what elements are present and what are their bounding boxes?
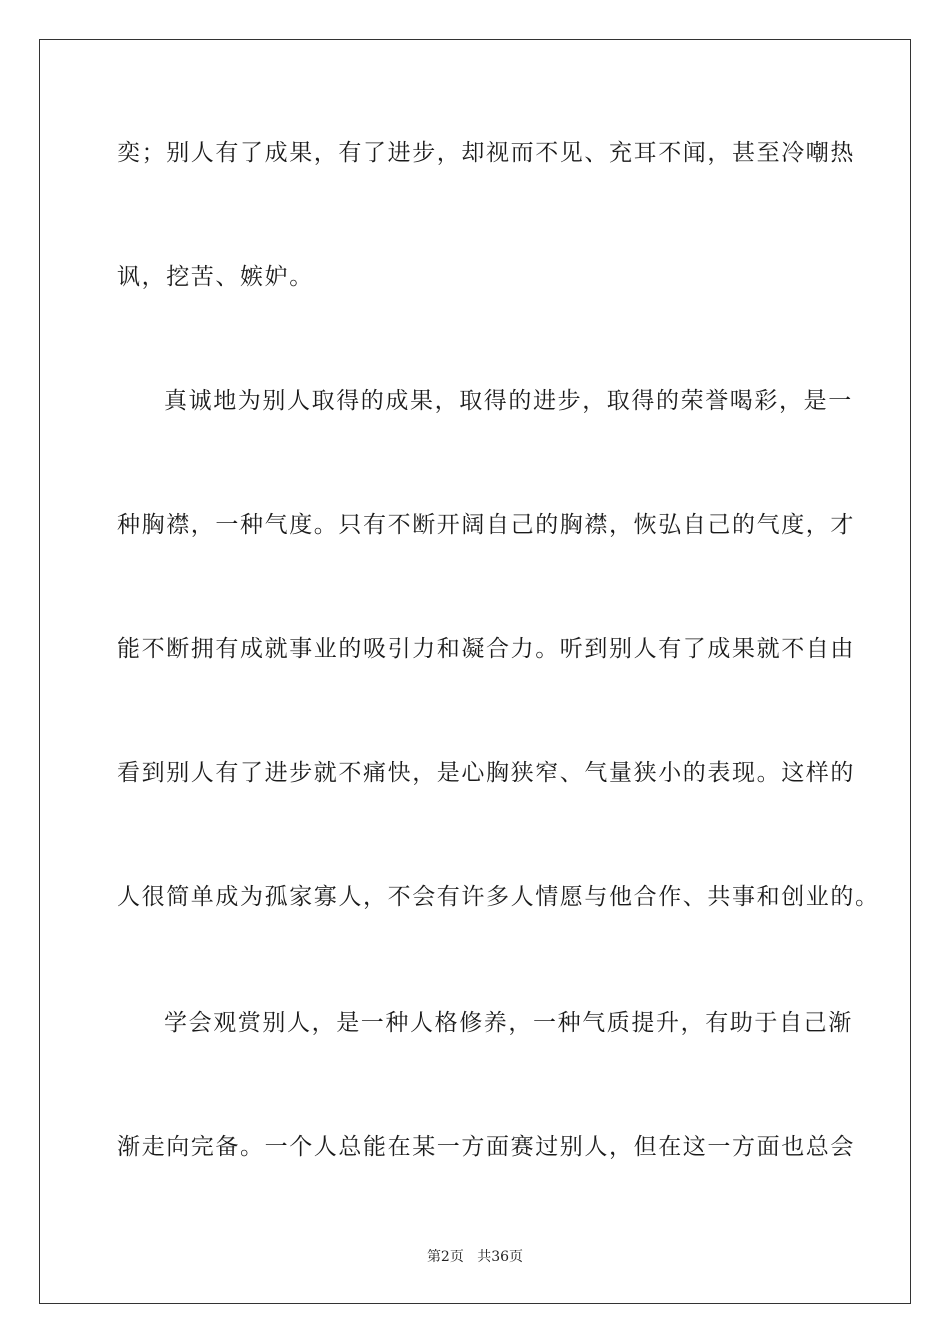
page-border (39, 39, 911, 1304)
paragraph-line-5: 能不断拥有成就事业的吸引力和凝合力。听到别人有了成果就不自由 (117, 636, 855, 662)
paragraph-line-9: 渐走向完备。一个人总能在某一方面赛过别人，但在这一方面也总会 (117, 1134, 855, 1160)
paragraph-line-6: 看到别人有了进步就不痛快，是心胸狭窄、气量狭小的表现。这样的 (117, 760, 855, 786)
paragraph-line-7: 人很简单成为孤家寡人，不会有许多人情愿与他合作、共事和创业的。 (117, 884, 880, 910)
paragraph-line-8: 学会观赏别人，是一种人格修养，一种气质提升，有助于自己渐 (164, 1010, 853, 1036)
paragraph-line-3: 真诚地为别人取得的成果，取得的进步，取得的荣誉喝彩，是一 (164, 388, 853, 414)
paragraph-line-4: 种胸襟，一种气度。只有不断开阔自己的胸襟，恢弘自己的气度，才 (117, 512, 855, 538)
total-pages: 共36页 (477, 1249, 524, 1265)
paragraph-line-1: 奕；别人有了成果，有了进步，却视而不见、充耳不闻，甚至冷嘲热 (117, 140, 855, 166)
page-footer (0, 1248, 950, 1266)
paragraph-line-2: 讽，挖苦、嫉妒。 (117, 264, 314, 290)
page-number: 第2页 (426, 1249, 464, 1265)
